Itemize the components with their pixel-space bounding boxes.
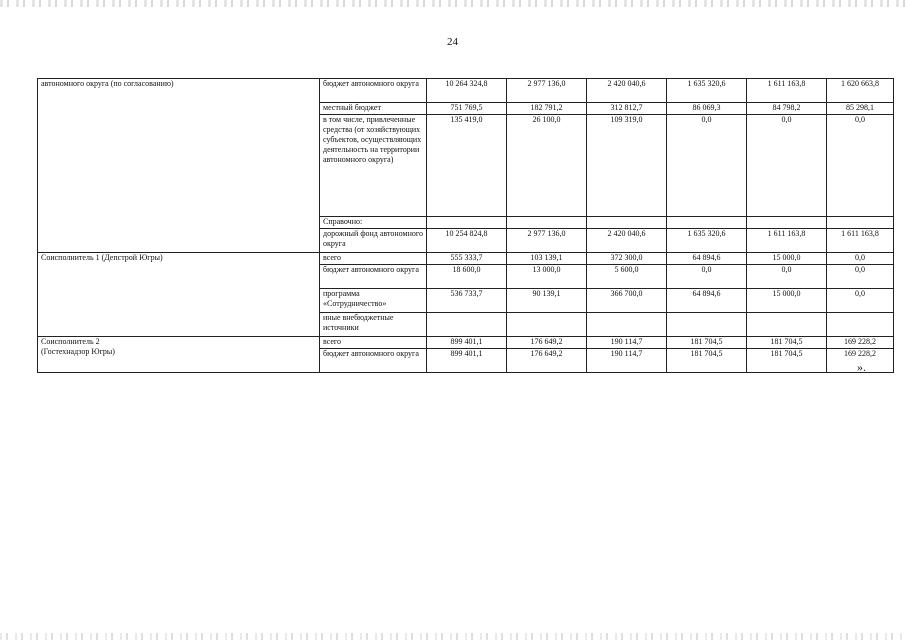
closing-quote-mark: ». [857, 360, 866, 374]
scan-bottom-edge [0, 633, 905, 640]
value-cell: 64 894,6 [667, 289, 747, 313]
executor-cell [38, 79, 320, 253]
value-cell: 312 812,7 [587, 103, 667, 115]
value-cell: 372 300,0 [587, 253, 667, 265]
value-cell [427, 217, 507, 229]
scan-top-edge [0, 0, 905, 7]
value-cell [507, 313, 587, 337]
value-cell: 0,0 [827, 115, 894, 217]
executor-label: Соисполнитель 1 (Депстрой Югры) [41, 253, 163, 262]
value-cell: 10 264 324,8 [427, 79, 507, 103]
source-cell: программа «Сотрудничество» [320, 289, 427, 313]
value-cell: 181 704,5 [667, 337, 747, 349]
value-cell: 1 635 320,6 [667, 229, 747, 253]
value-cell: 181 704,5 [747, 337, 827, 349]
table-row [38, 337, 894, 349]
value-cell: 1 611 163,8 [827, 229, 894, 253]
value-cell: 899 401,1 [427, 337, 507, 349]
value-cell: 2 977 136,0 [507, 229, 587, 253]
value-cell [507, 217, 587, 229]
value-cell: 84 798,2 [747, 103, 827, 115]
executor-label: Соисполнитель 2 [41, 337, 100, 346]
value-cell: 190 114,7 [587, 337, 667, 349]
source-cell: в том числе, привлеченные средства (от хозяйствующих субъектов, осуществляющих деятельность на территории автономного округа) [320, 115, 427, 217]
source-cell: всего [320, 253, 427, 265]
value-cell: 176 649,2 [507, 337, 587, 349]
value-cell: 181 704,5 [667, 349, 747, 373]
funding-table [37, 78, 894, 373]
source-cell: местный бюджет [320, 103, 427, 115]
value-cell: 0,0 [747, 115, 827, 217]
value-cell: 1 611 163,8 [747, 79, 827, 103]
value-cell: 90 139,1 [507, 289, 587, 313]
value-cell: 2 977 136,0 [507, 79, 587, 103]
value-cell: 751 769,5 [427, 103, 507, 115]
value-cell: 15 000,0 [747, 253, 827, 265]
executor-cell [38, 337, 320, 373]
value-cell [827, 217, 894, 229]
value-cell: 1 635 320,6 [667, 79, 747, 103]
value-cell [747, 217, 827, 229]
executor-cell [38, 253, 320, 337]
source-cell: бюджет автономного округа [320, 349, 427, 373]
value-cell: 103 139,1 [507, 253, 587, 265]
table-row [38, 253, 894, 265]
value-cell: 10 254 824,8 [427, 229, 507, 253]
value-cell [587, 217, 667, 229]
value-cell: 190 114,7 [587, 349, 667, 373]
value-cell: 13 000,0 [507, 265, 587, 289]
value-cell: 0,0 [667, 265, 747, 289]
value-cell [747, 313, 827, 337]
value-cell [427, 313, 507, 337]
value-cell: 899 401,1 [427, 349, 507, 373]
value-cell: 366 700,0 [587, 289, 667, 313]
executor-label: (Гостехнадзор Югры) [41, 347, 115, 356]
value-cell [667, 313, 747, 337]
value-cell [667, 217, 747, 229]
value-cell: 555 333,7 [427, 253, 507, 265]
value-cell: 0,0 [827, 265, 894, 289]
value-cell [827, 313, 894, 337]
value-cell: 86 069,3 [667, 103, 747, 115]
value-cell: 1 620 663,8 [827, 79, 894, 103]
value-cell: 2 420 040,6 [587, 229, 667, 253]
value-cell: 26 100,0 [507, 115, 587, 217]
source-cell: бюджет автономного округа [320, 79, 427, 103]
value-cell: 1 611 163,8 [747, 229, 827, 253]
value-cell: 536 733,7 [427, 289, 507, 313]
executor-label: автономного округа (по согласованию) [41, 79, 174, 88]
value-cell: 64 894,6 [667, 253, 747, 265]
source-cell: иные внебюджетные источники [320, 313, 427, 337]
value-cell: 85 298,1 [827, 103, 894, 115]
value-cell: 109 319,0 [587, 115, 667, 217]
page-number: 24 [447, 36, 458, 48]
source-cell: дорожный фонд автономного округа [320, 229, 427, 253]
value-cell: 169 228,2 [827, 337, 894, 349]
source-cell: бюджет автономного округа [320, 265, 427, 289]
source-cell: Справочно: [320, 217, 427, 229]
value-cell: 0,0 [827, 253, 894, 265]
table-row [38, 79, 894, 103]
value-cell: 18 600,0 [427, 265, 507, 289]
value-cell: 5 600,0 [587, 265, 667, 289]
value-cell: 15 000,0 [747, 289, 827, 313]
value-cell: 0,0 [747, 265, 827, 289]
value-cell: 0,0 [667, 115, 747, 217]
value-cell [587, 313, 667, 337]
value-cell: 176 649,2 [507, 349, 587, 373]
value-cell: 181 704,5 [747, 349, 827, 373]
value-cell: 182 791,2 [507, 103, 587, 115]
value-cell: 2 420 040,6 [587, 79, 667, 103]
value-cell: 135 419,0 [427, 115, 507, 217]
source-cell: всего [320, 337, 427, 349]
value-cell: 0,0 [827, 289, 894, 313]
value-cell: 169 228,2 [827, 349, 894, 373]
